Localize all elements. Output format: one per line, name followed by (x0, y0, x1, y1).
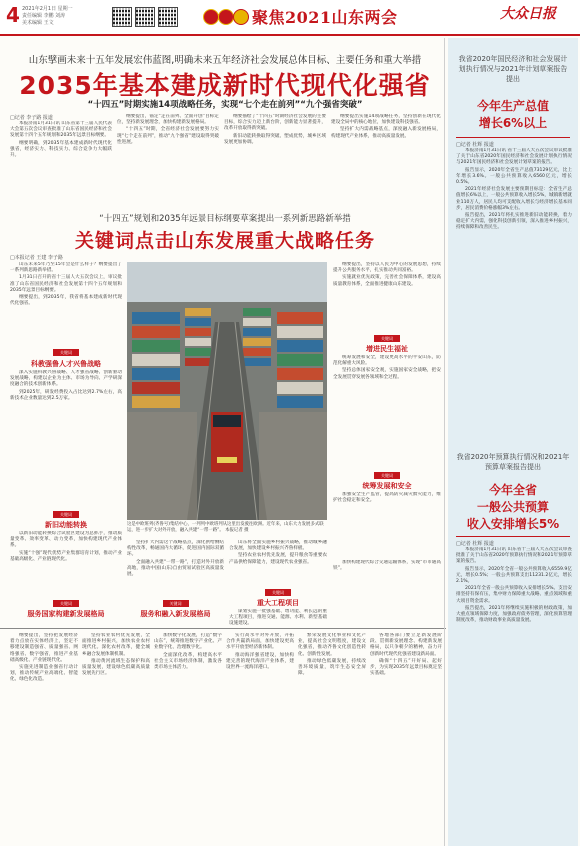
subhead-tag: 关键词 (163, 600, 189, 607)
sidebar-article (456, 547, 572, 843)
paragraph: 谋划实施一批强基础、增功能、利长远的重大工程项目，推进交通、能源、水利、新型基础设施建设。 (229, 609, 327, 626)
paragraph: 推动黄河流域生态保护和高质量发展，建设绿色低碳高质量发展先行区。 (82, 658, 150, 677)
sidebar-title (448, 98, 578, 132)
lead-subtitle: “十四五”时期实施14项战略任务，实现“七个走在前列”“九个强省突破” (87, 100, 363, 110)
paragraph: 山东未来5年乃至15年会是什么样子？纲要提出了一系列新思路新举措。 (10, 262, 122, 274)
paragraph: 以新旧动能转换综合试验区建设为总抓手，推动质量变革、效率变革、动力变革，加快构建现代产业体系。 (10, 531, 122, 549)
paragraph: 全面深化改革，构建高水平社会主义市场经济体制，激发各类市场主体活力。 (154, 652, 222, 671)
subhead-tag-wrap (333, 335, 441, 343)
subhead-tag-wrap (10, 349, 122, 357)
feature-column (10, 370, 122, 510)
paragraph: 深入实施科教兴鲁战略、人才强省战略、创新驱动发展战略，构建以企业为主体、市场为导向、产学研深度融合的技术创新体系。 (10, 370, 122, 388)
paragraph: 本报济南1月31日讯 省十三届人大五次会议审议批准了关于山东省2020年国民经济和社会发展计划执行情况与2021年国民经济和社会发展计划草案的报告。 (456, 148, 572, 166)
qr-code-icon[interactable] (158, 7, 178, 27)
subhead-tag: 关键词 (374, 472, 400, 479)
paragraph: 2021年全省一般公共预算收入安排增长5%。支出安排坚持有保有压，集中财力保障重大战略、重点领域和重大项目资金需求。 (456, 586, 572, 604)
subhead-tag: 关键词 (265, 589, 291, 596)
feature-column (229, 609, 327, 626)
paragraph: 1月31日召开的省十三届人大五次会议上，审议批准了山东省国民经济和社会发展第十四个五年规划和2035年远景目标纲要。 (10, 275, 122, 293)
divider (0, 628, 446, 629)
paragraph: 纲要提出实施14项战略任务，坚持创新在现代化建设全局中的核心地位，加快建设科技强省。 (331, 114, 441, 126)
meta-line: 美术编辑 王文 (22, 20, 54, 26)
section-title: 聚焦2021山东两会 (252, 8, 398, 27)
sidebar-kicker: 我省2020年预算执行情况和2021年预算草案报告提出 (456, 453, 570, 471)
paragraph: 坚持总体国家安全观，实施国家安全战略，把安全发展贯穿发展各领域和全过程。 (333, 368, 441, 380)
paragraph: 坚持农业农村优先发展，全面推进乡村振兴，加快农业农村现代化。深化农村改革，健全城乡融合发展体制机制。 (82, 633, 150, 657)
paragraph: 坚持农业农村优先发展，提升粮食等重要农产品供给保障能力，建设现代农业强省。 (229, 553, 327, 565)
feature-column (10, 262, 122, 348)
paragraph: 繁荣发展文化事业和文化产业，提高社会文明程度，建设文化强省，推动齐鲁文化创造性转化、创新性发展。 (298, 633, 366, 657)
meta-line: 责任编辑 李鹏 刘涛 (22, 13, 66, 19)
subhead-tag-wrap (333, 472, 441, 480)
sidebar-header (448, 54, 578, 84)
feature-column (10, 531, 122, 599)
paragraph: 纲要描绘了“十四五”时期经济社会发展的主要目标，综合实力迈上新台阶，创新能力显著提升，改革开放取得新突破。 (224, 114, 326, 132)
lead-kicker: 山东擘画未来十五年发展宏伟蓝图,明确未来五年经济社会发展总体目标、主要任务和重大举措 (28, 55, 422, 66)
subhead: 统筹发展和安全 (362, 482, 412, 490)
lead-column (224, 114, 326, 207)
paragraph: 2021年经济社会发展主要预期目标是：全省生产总值增长6%以上，一般公共预算收入增长5%，城镇新增就业110万人，居民人均可支配收入增长与经济增长基本同步，居民消费价格涨幅3%左右。 (456, 187, 572, 211)
bottom-column (10, 633, 78, 843)
emblem-icon (203, 9, 219, 25)
sidebar-title-line: 一般公共预算 (476, 500, 549, 514)
paragraph: 实施就业优先政策，完善社会保障体系，建设高质量教育体系，全面推进健康山东建设。 (333, 275, 441, 287)
subhead: 科教强鲁人才兴鲁战略 (31, 360, 101, 368)
emblem-icon (218, 9, 234, 25)
paragraph: 新旧动能转换取得突破、塑成优势，城乡区域发展更加协调。 (224, 133, 326, 145)
subhead: 重大工程项目 (257, 599, 299, 607)
lead-title: 2035年基本建成新时代现代化强省 (19, 71, 431, 100)
paragraph: 报告显示，2020年全省一般公共预算收入6559.9亿元，增长0.5%；一般公共预算支出11231.2亿元，增长2.1%。 (456, 566, 572, 585)
feature-title: 关键词点击山东发展重大战略任务 (74, 230, 375, 252)
feature-column (333, 355, 441, 471)
paragraph: 加快数字化发展，打造“数字山东”，统筹推进数字产业化、产业数字化、治理数字化。 (154, 633, 222, 651)
photo-illustration (127, 262, 327, 520)
paragraph: 统筹发展和安全，建设更高水平的平安山东，防范化解重大风险。 (333, 355, 441, 367)
paragraph: 加快构建现代综合交通运输体系，实现“市市通高铁”。 (333, 560, 441, 572)
paragraph: 本报济南1月31日讯 山东省第十三届人民代表大会第五次会议审查批准了山东省国民经济和社会发展第十四个五年规划和2035年远景目标纲要。 (10, 121, 112, 139)
paragraph: 实施“十强”现代优势产业集群培育计划，推动产业基础高级化、产业链现代化。 (10, 550, 122, 562)
paragraph: 各地各部门要立足新发展阶段、贯彻新发展理念、构建新发展格局，以只争朝夕的精神，奋力开创新时代现代化强省建设新局面。 (370, 633, 442, 657)
paragraph: 纲要明确，到2035年基本建成新时代现代化强省，经济实力、科技实力、综合竞争力大幅跃升。 (10, 140, 112, 159)
subhead-tag-wrap (10, 600, 122, 608)
lead-column (117, 114, 219, 207)
subhead-tag: 关键词 (374, 335, 400, 342)
divider (456, 137, 570, 138)
railway-container-photo (127, 262, 327, 520)
subhead-tag-wrap (10, 511, 122, 519)
paragraph: 纲要提出，坚持以人民为中心的发展思想，持续提升公共服务水平，扎实推动共同富裕。 (333, 262, 441, 274)
sidebar-title-line: 今年全省 (488, 483, 537, 497)
column-divider (444, 38, 445, 846)
subhead-tag-wrap (127, 600, 224, 608)
qr-code-icon[interactable] (135, 7, 155, 27)
paragraph: 加强安全生产监管，提高防灾减灾救灾能力，维护社会稳定和安全。 (333, 492, 441, 504)
paragraph: 推动海洋强省建设，加快构建完善的现代海洋产业体系，建设世界一流海洋港口。 (226, 652, 294, 671)
paragraph: 推动绿色低碳发展，持续改善环境质量，筑牢生态安全屏障。 (298, 658, 366, 677)
sidebar-article (456, 148, 572, 430)
feature-column (333, 492, 441, 560)
meta-line: 2021年2月1日 星期一 (22, 6, 73, 12)
sidebar-title-line: 增长6%以上 (478, 116, 548, 130)
paragraph: 确保“十四五”开好局、起好步，为实现2035年远景目标奠定坚实基础。 (370, 658, 442, 677)
sidebar-title-line: 今年生产总值 (476, 99, 549, 113)
subhead-tag-wrap (229, 589, 327, 597)
paragraph: 山东将全面实施乡村振兴战略，推动城乡融合发展，加快建设乡村振兴齐鲁样板。 (229, 540, 327, 552)
paragraph: 全面融入共建“一带一路”，打造对外开放新高地，推动中国(山东)自由贸易试验区高质量发展。 (127, 559, 224, 578)
feature-column (127, 540, 224, 602)
paragraph: 报告提出，2021年将继续实施积极的财政政策，加大重点领域保障力度，加强政府债务管理，深化预算管理制度改革，推动财政事业高质量发展。 (456, 605, 572, 624)
paragraph: 报告显示，2020年全省生产总值73129亿元，比上年增长3.6%。一般公共预算收入6560亿元，增长0.5%。 (456, 167, 572, 186)
paragraph: “十四五”时期，全省经济社会发展要努力实现“七个走在前列”，推动“九个强省”建设取得突破性进展。 (117, 127, 219, 145)
lead-column (331, 114, 441, 207)
subhead: 服务国家构建新发展格局 (27, 610, 105, 618)
bottom-column (226, 633, 294, 843)
feature-column (333, 262, 441, 334)
lead-column (10, 121, 112, 207)
paragraph: 纲要提出，到2035年，我省将基本建成新时代现代化强省。 (10, 295, 122, 307)
paragraph: 实行高水平对外开放，开拓合作共赢新局面，加快建设更高水平开放型经济新体制。 (226, 633, 294, 651)
sidebar-byline: □记者 杜辉 报道 (456, 541, 494, 547)
sidebar-header (448, 452, 578, 472)
paragraph: 到2025年，研发经费投入占比达到2.7%左右，高新技术企业数量达到2.5万家。 (10, 389, 122, 401)
paragraph: 坚持扩大内需战略基点，深度融入新发展格局，构建现代产业体系，推动高质量发展。 (331, 127, 441, 139)
bottom-column (370, 633, 442, 843)
sidebar-byline: □记者 杜辉 报道 (456, 142, 494, 148)
subhead: 增进民生福祉 (366, 345, 408, 353)
qr-code-icon[interactable] (112, 7, 132, 27)
bottom-column (82, 633, 150, 843)
sidebar-title-line: 收入安排增长5% (466, 517, 560, 531)
paragraph: 报告提出，2021年将扎实推进新旧动能转换，着力稳定扩大内需，强化科技创新引领，深入推进乡村振兴，持续保障和改善民生。 (456, 213, 572, 231)
photo-caption: 这是中欧班列(齐鲁号)集结中心，一列列中欧班列从这里出发驶往欧洲。近年来，山东大力发展多式联运，进一步扩大对外开放，融入共建“一带一路”。 本报记者 摄 (127, 522, 324, 533)
lead-byline: □记者 李子路 报道 (10, 115, 53, 121)
paragraph: 纲要提出，锚定“走在前列、全面开创”目标定位，坚持新发展理念，加快构建新发展格局。 (117, 114, 219, 126)
masthead-logo: 大众日报 (500, 6, 556, 22)
sidebar-kicker: 我省2020年国民经济和社会发展计划执行情况与2021年计划草案报告提出 (458, 55, 568, 83)
page-number: 4 (6, 3, 20, 27)
header-meta (22, 6, 73, 27)
subhead-tag: 关键词 (53, 349, 79, 356)
sidebar-title (448, 482, 578, 533)
feature-column (229, 540, 327, 588)
subhead-tag: 关键词 (53, 600, 79, 607)
subhead-tag: 关键词 (53, 511, 79, 518)
paragraph: 纲要提出，坚持把发展经济着力点放在实体经济上，坚定不移建设制造强省、质量强省、网络强省、数字强省，推进产业基础高级化、产业链现代化。 (10, 633, 78, 663)
feature-kicker: “十四五”规划和2035年远景目标纲要草案提出一系列新思路新举措 (99, 214, 351, 224)
bottom-column (298, 633, 366, 843)
subhead: 新旧动能转换 (45, 521, 87, 529)
feature-column (333, 560, 441, 626)
paragraph: 实施先进制造业强省行动计划，推动传统产业高端化、智能化、绿色化改造。 (10, 665, 78, 683)
paragraph: 本报济南1月31日讯 山东省十三届人大五次会议审查批准了关于山东省2020年预算执行情况和2021年预算草案的报告。 (456, 547, 572, 565)
feature-byline: □本报记者 王建 李子路 (10, 255, 63, 261)
divider (456, 536, 570, 537)
paragraph: 坚持扩大内需这个战略基点，深化供给侧结构性改革，畅通国内大循环，促进国内国际双循环。 (127, 540, 224, 558)
subhead: 服务和融入新发展格局 (140, 610, 211, 618)
bottom-column (154, 633, 222, 843)
emblem-icon (233, 9, 249, 25)
